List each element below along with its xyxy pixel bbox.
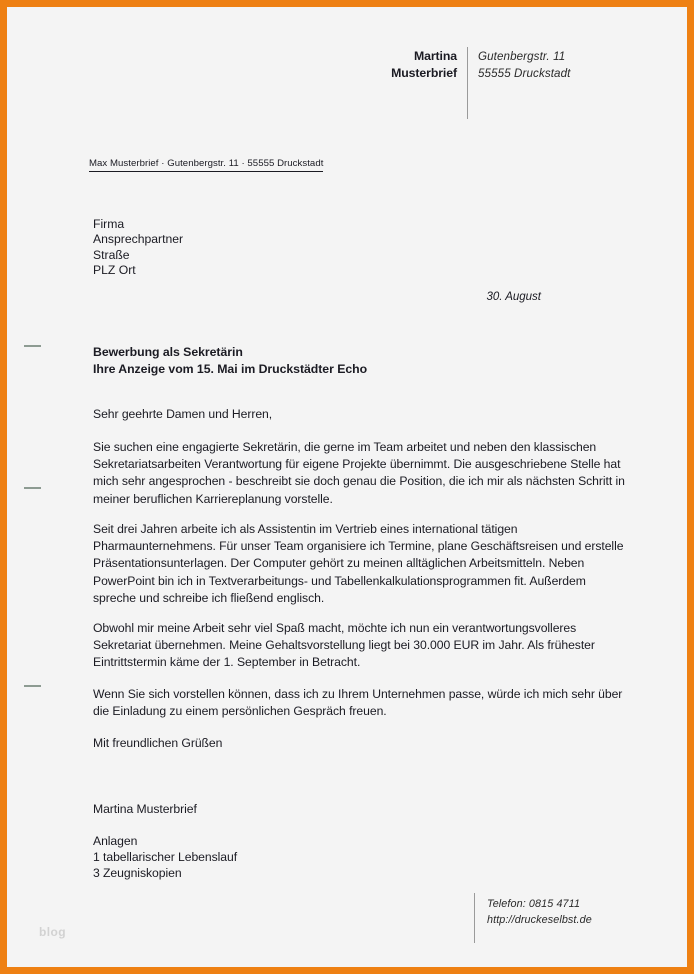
body-paragraph-4: Wenn Sie sich vorstellen können, dass ich zu Ihrem Unternehmen passe, würde ich mich sehr über die Einladung zu einem persönlichen Gespräch freuen. [93, 687, 623, 719]
subject-line-2: Ihre Anzeige vom 15. Mai im Druckstädter Echo [93, 361, 368, 376]
sender-name [307, 48, 457, 81]
letter-date: 30. August [486, 291, 541, 303]
return-address-line: Max Musterbrief · Gutenbergstr. 11 · 55555 Druckstadt [89, 158, 323, 172]
recipient-line-4: PLZ Ort [93, 262, 136, 277]
fold-mark-top [24, 345, 41, 347]
body-paragraph-2: Seit drei Jahren arbeite ich als Assistentin im Vertrieb eines international tätigen Pharmaunternehmens. Für unser Team organisiere ich Termine, plane Geschäftsreisen und erstelle Präsentationsunterlagen. Der Computer gehört zu meinen alltäglichen Arbeitsmitteln. Neben PowerPoint bin ich in Textverarbeitungs- und Tabellenkalkulationsprogrammen fit. Außerdem spreche und schreibe ich fließend englisch. [93, 522, 624, 605]
fold-mark-bottom [24, 685, 41, 687]
salutation: Sehr geehrte Damen und Herren, [93, 407, 273, 421]
recipient-line-3: Straße [93, 247, 130, 262]
body-paragraph-3: Obwohl mir meine Arbeit sehr viel Spaß macht, möchte ich nun ein verantwortungsvolleres Sekretariat übernehmen. Meine Gehaltsvorstellung liegt bei 30.000 EUR im Jahr. Als frühester Eintrittstermin käme der 1. September in Betracht. [93, 621, 595, 670]
footer-website[interactable]: http://druckeselbst.de [487, 913, 592, 926]
letter-page [7, 7, 687, 967]
footer-phone: Telefon: 0815 4711 [487, 898, 581, 910]
sender-city: 55555 Druckstadt [478, 66, 571, 80]
subject-line-1: Bewerbung als Sekretärin [93, 345, 243, 359]
watermark: blog [39, 925, 66, 939]
sender-street: Gutenbergstr. 11 [478, 50, 566, 63]
attachments-list [93, 833, 625, 882]
signature-name: Martina Musterbrief [93, 802, 197, 816]
letterhead [7, 47, 687, 122]
fold-mark-middle [24, 487, 41, 489]
recipient-address [93, 217, 183, 278]
attachment-item-2: 3 Zeugniskopien [93, 866, 182, 881]
closing-phrase: Mit freundlichen Grüßen [93, 736, 223, 750]
sender-name-line2: Musterbrief [391, 65, 457, 80]
sender-name-line1: Martina [413, 49, 457, 63]
letterhead-divider [467, 47, 468, 119]
attachments-heading: Anlagen [93, 834, 138, 848]
footer-contact [487, 897, 592, 928]
footer-divider [474, 893, 475, 943]
sender-address [478, 49, 570, 82]
letter-subject [93, 344, 367, 377]
recipient-line-2: Ansprechpartner [93, 232, 184, 247]
attachment-item-1: 1 tabellarischer Lebenslauf [93, 850, 238, 865]
body-paragraph-1: Sie suchen eine engagierte Sekretärin, die gerne im Team arbeitet und neben den klassischen Sekretariatsarbeiten Verantwortung für eigene Projekte übernimmt. Die ausgeschriebene Stelle hat mich sehr angesprochen - beschreibt sie doch genau die Position, die ich mir als nächsten Schritt in meiner beruflichen Karriereplanung vorstelle. [93, 440, 625, 506]
recipient-line-1: Firma [93, 217, 125, 231]
